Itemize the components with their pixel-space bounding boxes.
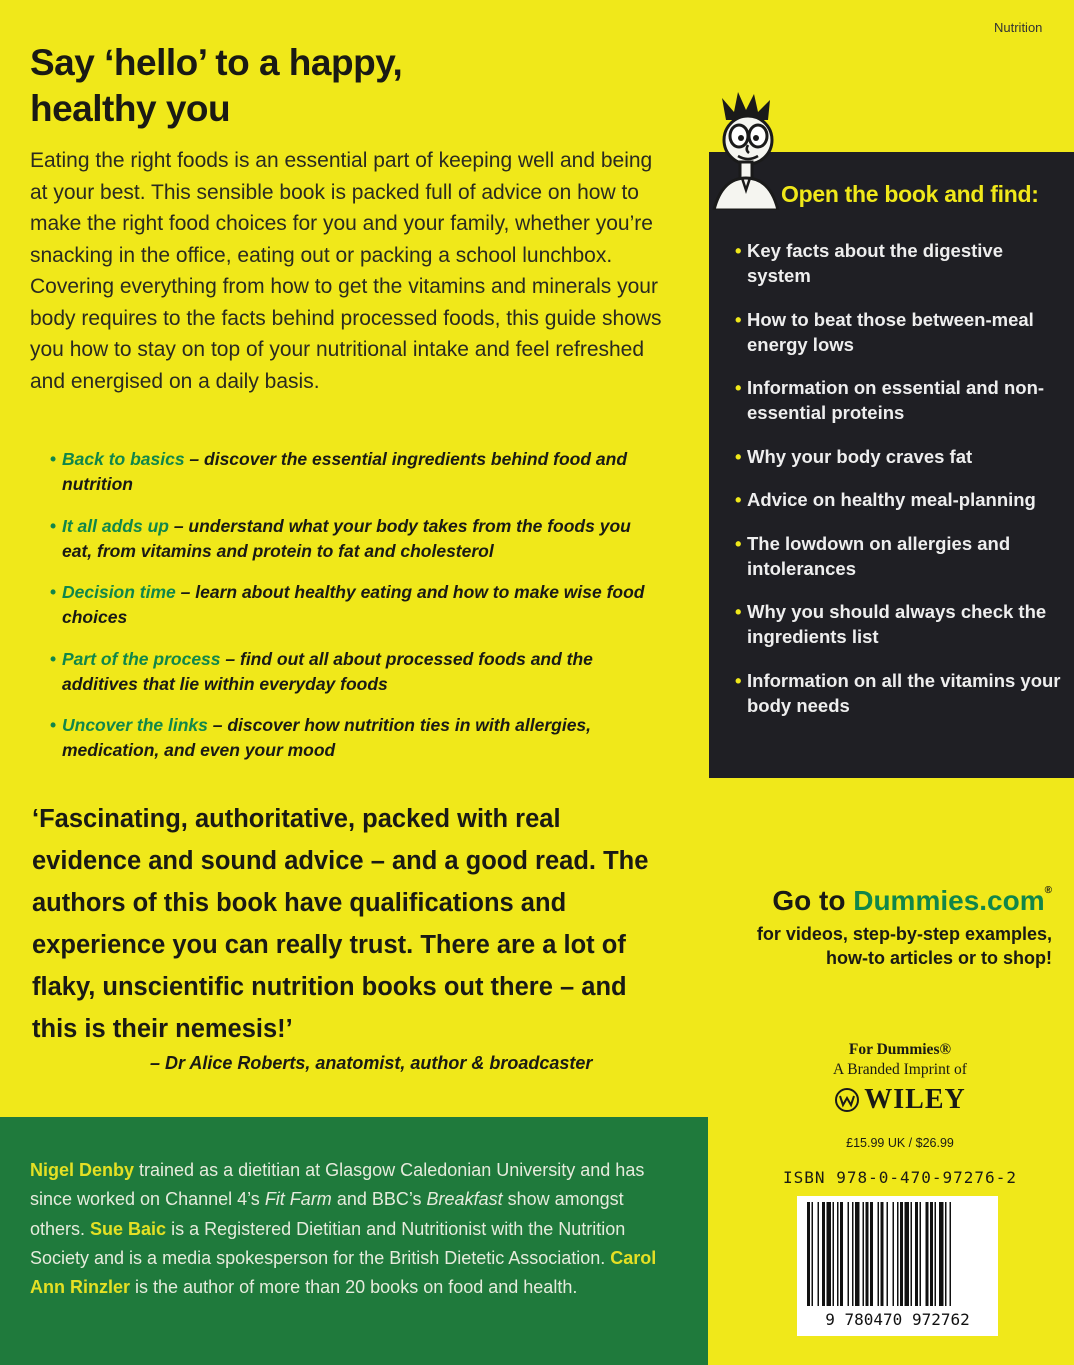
- show-title: Breakfast: [426, 1189, 503, 1210]
- author-name: Sue Baic: [90, 1218, 167, 1239]
- category-label: Nutrition: [994, 20, 1043, 35]
- author-name: Carol Ann Rinzler: [30, 1247, 657, 1298]
- find-item: • Why you should always check the ingredients list: [735, 599, 1065, 649]
- find-item: • Key facts about the digestive system: [735, 238, 1065, 288]
- find-item: • Advice on healthy meal-planning: [735, 487, 1065, 512]
- bullet-item: • It all adds up – understand what your body takes from the foods you eat, from vitamins and protein to fat and cholesterol: [50, 515, 631, 561]
- bullet-lead: Part of the process: [62, 648, 221, 669]
- dummies-mascot-icon: [712, 90, 792, 210]
- intro-paragraph: Eating the right foods is an essential part of keeping well and being at your best. This sensible book is packed full of advice on how to make the right food choices for you and your family, whether you’re snacking in the office, eating out or packing a school lunchbox. Covering everything from how to get the vitamins and minerals your body requires to the facts behind processed foods, this guide shows you how to stay on top of your nutritional intake and feel refreshed and energised on a daily basis.: [30, 149, 662, 393]
- wiley-logo: [830, 1083, 970, 1117]
- headline-line-1: Say ‘hello’ to a happy,: [30, 42, 403, 83]
- barcode-icon: [797, 1196, 998, 1311]
- bullet-item: • Decision time – learn about healthy eating and how to make wise food choices: [50, 582, 645, 627]
- bullet-lead: Decision time: [62, 582, 176, 602]
- find-item: • How to beat those between-meal energy lows: [735, 307, 1065, 357]
- find-panel-title: Open the book and find:: [781, 181, 1039, 207]
- bullet-item: • Uncover the links – discover how nutrition ties in with allergies, medication, and even your mood: [50, 715, 592, 760]
- barcode-digits: 9 780470 972762: [825, 1310, 970, 1329]
- isbn: ISBN 978-0-470-97276-2: [783, 1168, 1017, 1187]
- publisher-name: WILEY: [864, 1084, 966, 1115]
- find-item: • Why your body craves fat: [735, 444, 1065, 469]
- headline: [30, 40, 630, 132]
- bullet-text: – find out all about processed foods and the additives that lie within everyday foods: [62, 648, 593, 694]
- find-item: • Information on all the vitamins your body needs: [735, 668, 1065, 718]
- find-item: • Information on essential and non-essential proteins: [735, 375, 1065, 425]
- bullet-text: – discover how nutrition ties in with allergies, medication, and even your mood: [62, 715, 592, 760]
- bullet-lead: Uncover the links: [62, 715, 208, 735]
- price: £15.99 UK / $26.99: [846, 1136, 954, 1150]
- authors-bio: Nigel Denby trained as a dietitian at Glasgow Caledonian University and has since worked on Channel 4’s Fit Farm and BBC’s Breakfast show amongst others. Sue Baic is a Registered Dietitian and Nutritionist with the Nutrition Society and is a media spokesperson for the British Dietetic Association. Carol Ann Rinzler is the author of more than 20 books on food and health.: [30, 1160, 657, 1298]
- feature-bullets: [50, 447, 660, 780]
- website-link[interactable]: Dummies.com: [853, 885, 1045, 916]
- bullet-text: – discover the essential ingredients behind food and nutrition: [62, 449, 628, 494]
- bullet-lead: It all adds up: [62, 515, 169, 536]
- find-list: [735, 238, 1065, 736]
- bullet-text: – learn about healthy eating and how to make wise food choices: [62, 582, 645, 627]
- quote-attribution: – Dr Alice Roberts, anatomist, author & broadcaster: [150, 1053, 593, 1073]
- website-callout-subtext: for videos, step-by-step examples, how-to articles or to shop!: [756, 924, 1052, 968]
- find-item: • The lowdown on allergies and intolerances: [735, 531, 1065, 581]
- review-quote: ‘Fascinating, authoritative, packed with real evidence and sound advice – and a good read. The authors of this book have qualifications and experience you can really trust. There are a lot of flaky, unscientific nutrition books out there – and this is their nemesis!’: [32, 805, 649, 1043]
- bullet-item: • Back to basics – discover the essential ingredients behind food and nutrition: [50, 449, 628, 494]
- headline-line-2: healthy you: [30, 88, 231, 129]
- show-title: Fit Farm: [264, 1189, 332, 1210]
- wiley-emblem-icon: [834, 1087, 860, 1113]
- imprint: For Dummies® A Branded Imprint of: [833, 1041, 967, 1078]
- bullet-item: • Part of the process – find out all about processed foods and the additives that lie within everyday foods: [50, 648, 593, 694]
- website-callout: Go to Dummies.com®: [772, 885, 1052, 916]
- bullet-lead: Back to basics: [62, 449, 185, 469]
- author-name: Nigel Denby: [30, 1160, 135, 1180]
- bullet-text: – understand what your body takes from the foods you eat, from vitamins and protein to fat and cholesterol: [62, 515, 631, 561]
